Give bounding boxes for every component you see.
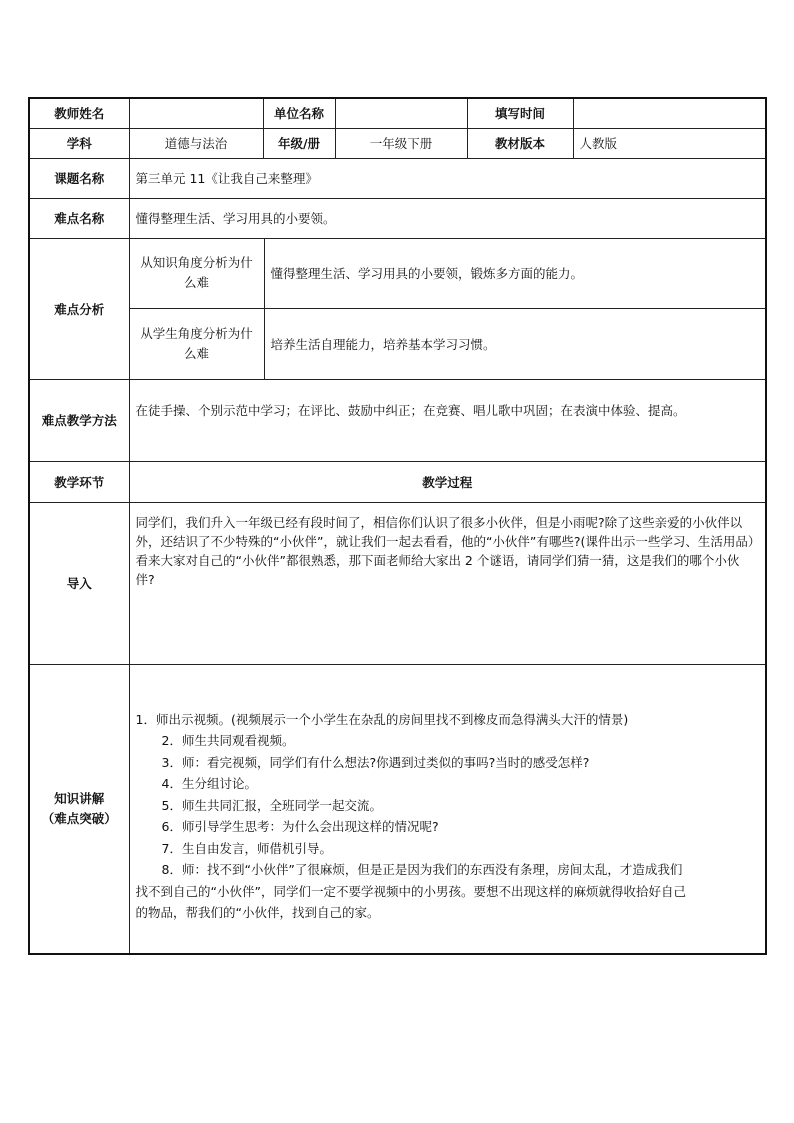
intro-content: [129, 502, 766, 664]
info-row-2: [29, 128, 766, 158]
topic-value: 第三单元 11《让我自己来整理》: [129, 158, 766, 198]
step-5: 5．师生共同汇报，全班同学一起交流。: [161, 797, 382, 813]
method-value: 在徒手操、个别示范中学习；在评比、鼓励中纠正；在竞赛、唱儿歌中巩固；在表演中体验、提高。: [129, 379, 766, 461]
difficulty-value: 懂得整理生活、学习用具的小要领。: [129, 198, 766, 238]
lesson-plan-sheet: [28, 97, 765, 955]
lesson-plan-table: [28, 97, 767, 955]
grade-label: 年级/册: [263, 128, 335, 158]
teacher-name-value[interactable]: [129, 98, 263, 128]
step-2: 2．师生共同观看视频。: [161, 733, 295, 748]
unit-name-label: 单位名称: [263, 98, 335, 128]
teacher-name-label: 教师姓名: [29, 98, 129, 128]
method-label: 难点教学方法: [29, 379, 129, 461]
student-angle-question: 从学生角度分析为什么难: [130, 309, 265, 379]
teaching-process-header: 教学过程: [129, 461, 766, 502]
subject-label: 学科: [29, 128, 129, 158]
grade-value: 一年级下册: [335, 128, 467, 158]
step-7: 7．生自由发言，师借机引导。: [161, 840, 332, 856]
intro-row: [29, 502, 766, 664]
unit-name-value[interactable]: [335, 98, 467, 128]
subject-value: 道德与法治: [129, 128, 263, 158]
analysis-subtable: [130, 239, 766, 379]
analysis-student-row: [130, 309, 766, 379]
knowledge-label-cell: [29, 664, 129, 954]
knowledge-label: 知识讲解: [54, 790, 105, 806]
student-angle-answer: 培养生活自理能力，培养基本学习习惯。: [270, 336, 496, 352]
analysis-label: 难点分析: [29, 238, 129, 379]
knowledge-sublabel: （难点突破）: [41, 810, 117, 826]
info-row-1: [29, 98, 766, 128]
knowledge-row: [29, 664, 766, 954]
knowledge-angle-answer: 懂得整理生活、学习用具的小要领，锻炼多方面的能力。: [264, 239, 765, 309]
step-8-line-1: 8．师：找不到“小伙伴”了很麻烦，但是正是因为我们的东西没有条理，房间太乱，才造成我们: [161, 862, 683, 877]
step-3: 3．师：看完视频，同学们有什么想法?你遇到过类似的事吗?当时的感受怎样?: [161, 754, 590, 770]
edition-value: 人教版: [573, 128, 766, 158]
fill-date-value[interactable]: [573, 98, 766, 128]
topic-label: 课题名称: [29, 158, 129, 198]
difficulty-label: 难点名称: [29, 198, 129, 238]
method-row: [29, 379, 766, 461]
step-6: 6．师引导学生思考：为什么会出现这样的情况呢?: [161, 819, 439, 834]
topic-row: [29, 158, 766, 198]
step-4: 4．生分组讨论。: [161, 776, 257, 791]
step-8-line-2: 找不到自己的“小伙伴”，同学们一定不要学视频中的小男孩。要想不出现这样的麻烦就得收拾好自己: [135, 883, 686, 899]
analysis-cell: [129, 238, 766, 379]
process-header-row: [29, 461, 766, 502]
difficulty-row: [29, 198, 766, 238]
knowledge-content: [129, 664, 766, 954]
teaching-stage-header: 教学环节: [29, 461, 129, 502]
intro-label: 导入: [29, 502, 129, 664]
edition-label: 教材版本: [467, 128, 573, 158]
step-8-line-3: 的物品，帮我们的“小伙伴，找到自己的家。: [135, 905, 380, 920]
step-1: 1．师出示视频。(视频展示一个小学生在杂乱的房间里找不到橡皮而急得满头大汗的情景): [135, 711, 629, 727]
intro-paragraph-2: 看来大家对自己的“小伙伴”都很熟悉，那下面老师给大家出 2 个谜语，请同学们猜一猜，这是我们的哪个小伙伴?: [135, 552, 740, 587]
analysis-row: [29, 238, 766, 379]
analysis-knowledge-row: [130, 239, 766, 309]
intro-paragraph-1: 同学们，我们升入一年级已经有段时间了，相信你们认识了很多小伙伴，但是小雨呢?除了这些亲爱的小伙伴以外，还结识了不少特殊的“小伙伴”，就让我们一起去看看，他的“小伙伴”有哪些?(课件出示一些学习、生活用品）: [135, 514, 761, 549]
knowledge-angle-question: 从知识角度分析为什么难: [130, 239, 265, 309]
fill-date-label: 填写时间: [467, 98, 573, 128]
